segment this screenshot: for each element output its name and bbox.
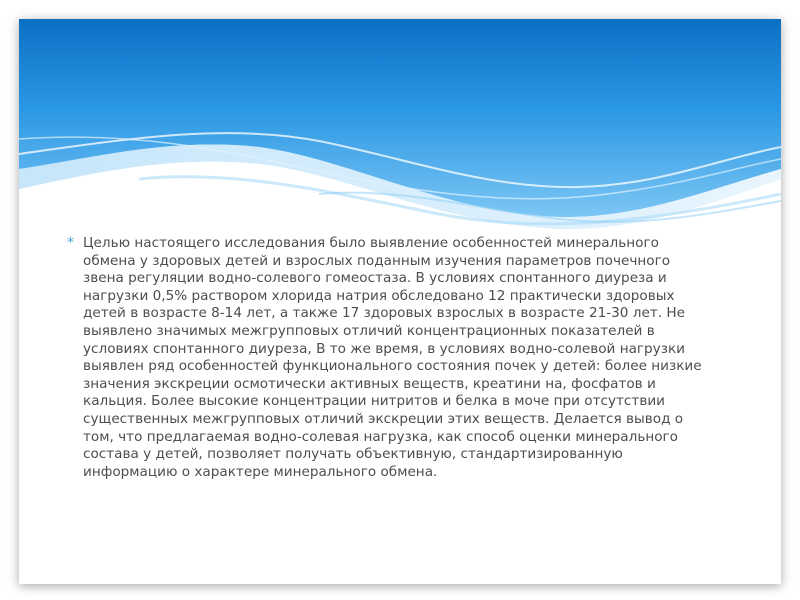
wave-header-decoration: [19, 19, 781, 234]
slide: [19, 19, 781, 584]
body-paragraph: Целью настоящего исследования было выявление особенностей минерального обмена у здоровых детей и взрослых поданным изучения параметров почечного звена регуляции водно-солевого гомеостаза. В условиях спонтанного диуреза и нагрузки 0,5% раствором хлорида натрия обследовано 12 практически здоровых детей в возрасте 8-14 лет, а также 17 здоровых взрослых в возрасте 21-30 лет. Не выявлено значимых межгрупповых отличий концентрационных показателей в условиях спонтанного диуреза, В то же время, в условиях водно-солевой нагрузки выявлен ряд особенностей функционального состояния почек у детей: более низкие значения экскреции осмотически активных веществ, креатини на, фосфатов и кальция. Более высокие концентрации нитритов и белка в моче при отсутствии существенных межгрупповых отличий экскреции этих веществ. Делается вывод о том, что предлагаемая водно-солевая нагрузка, как способ оценки минерального состава у детей, позволяет получать объективную, стандартизированную информацию о характере минерального обмена.: [83, 235, 702, 480]
text-block: [67, 235, 703, 481]
bullet-asterisk-icon: *: [67, 235, 74, 251]
